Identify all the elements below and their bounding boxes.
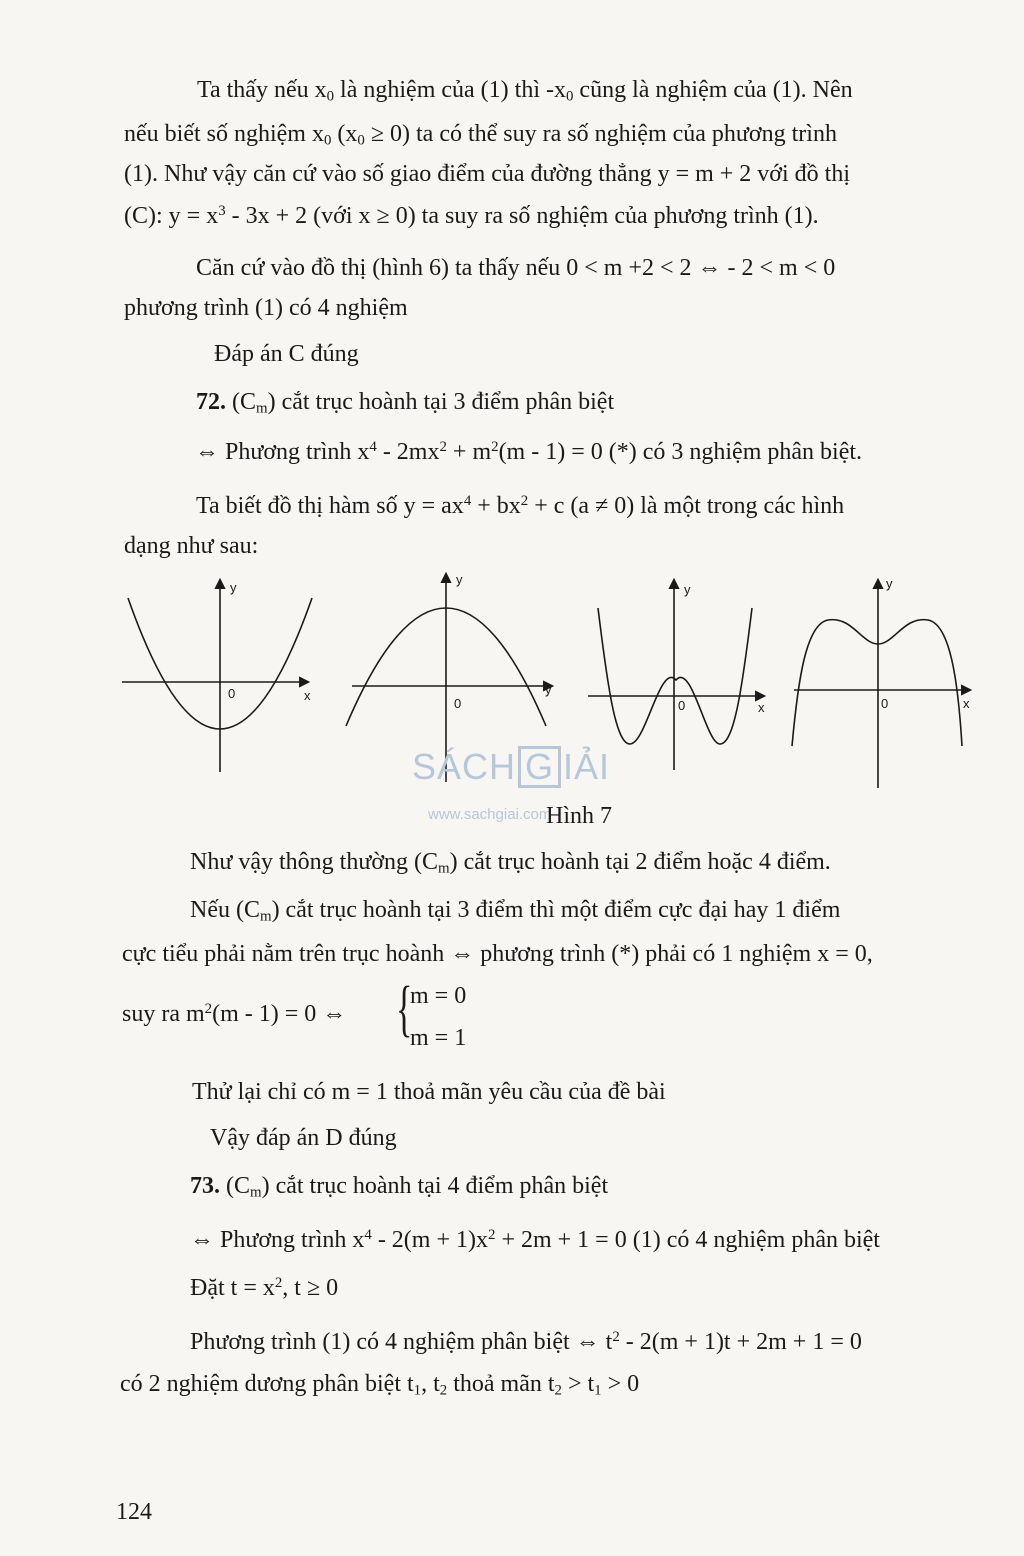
para2-line2: phương trình (1) có 4 nghiệm [124, 295, 408, 321]
q72-text-line2: dạng như sau: [124, 533, 259, 559]
graph1-y-label: y [230, 580, 237, 595]
after-fig-line5: Thử lại chỉ có m = 1 thoả mãn yêu cầu của đề bài [192, 1079, 666, 1105]
after-fig-line4: suy ra $m^2(m - 1) = 0$ ⇔ [122, 1000, 347, 1027]
para1-line3: (1). Như vậy căn cứ vào số giao điểm của đường thẳng y = m + 2 với đồ thị [124, 161, 850, 187]
graph1 [122, 580, 312, 772]
watermark-url: www.sachgiai.com [428, 806, 552, 823]
q73-equation: ⇔ Phương trình $x^4 - 2(m + 1)x^2 + 2m + 1 = 0$ (1) có 4 nghiệm phân biệt [190, 1226, 880, 1253]
graph4-x-label: x [963, 696, 970, 711]
para1-line1: Ta thấy nếu $x_0$ là nghiệm của (1) thì $-x_0$ cũng là nghiệm của (1). Nên [197, 77, 853, 105]
figure-caption: Hình 7 [546, 803, 612, 829]
system-eq2: m = 1 [410, 1025, 467, 1051]
q72-equation: ⇔ Phương trình $x^4 - 2mx^2 + m^2(m - 1) = 0$ (*) có 3 nghiệm phân biệt. [195, 438, 863, 465]
after-fig-line1: Như vậy thông thường $(C_m)$ cắt trục hoành tại 2 điểm hoặc 4 điểm. [190, 849, 831, 877]
q73-condition-line1: Phương trình (1) có 4 nghiệm phân biệt ⇔ $t^2 - 2(m + 1)t + 2m + 1 = 0$ [190, 1328, 862, 1355]
graph1-origin: 0 [228, 686, 236, 701]
after-fig-line6: Vậy đáp án D đúng [210, 1125, 397, 1151]
page-number: 124 [116, 1499, 152, 1525]
graph1-x-label: x [304, 688, 311, 703]
graph2-origin: 0 [454, 696, 462, 711]
graph3-y-label: y [684, 582, 691, 597]
answer-71: Đáp án C đúng [214, 341, 359, 367]
q72-text-line1: Ta biết đồ thị hàm số $y = ax^4 + bx^2 + c$ (a ≠ 0) là một trong các hình [196, 492, 845, 519]
graph3-origin: 0 [678, 698, 686, 713]
after-fig-line2: Nếu $(C_m)$ cắt trục hoành tại 3 điểm thì một điểm cực đại hay 1 điểm [190, 897, 841, 925]
q73-condition-line2: có 2 nghiệm dương phân biệt $t_1$, $t_2$ thoả mãn $t_2 > t_1 > 0$ [120, 1371, 640, 1399]
graph2-x-label: y [545, 682, 552, 697]
q73-heading: 73. $(C_m)$ cắt trục hoành tại 4 điểm phân biệt [190, 1173, 609, 1201]
graph3-x-label: x [758, 700, 765, 715]
graph3 [588, 580, 764, 770]
after-fig-line3: cực tiểu phải nằm trên trục hoành ⇔ phương trình (*) phải có 1 nghiệm x = 0, [122, 941, 873, 967]
graph2-y-label: y [456, 572, 463, 587]
graph4-origin: 0 [881, 696, 889, 711]
watermark-logo: SÁCH G IẢI [412, 746, 611, 787]
q72-heading: 72. $(C_m)$ cắt trục hoành tại 3 điểm phân biệt [196, 389, 615, 417]
para1-line4: (C): $y = x^3 - 3x + 2$ (với x ≥ 0) ta suy ra số nghiệm của phương trình (1). [124, 202, 819, 229]
system-eq1: m = 0 [410, 983, 467, 1009]
para1-line2: nếu biết số nghiệm $x_0$ $(x_0 \ge 0)$ ta có thể suy ra số nghiệm của phương trình [124, 121, 837, 149]
para2-line1: Căn cứ vào đồ thị (hình 6) ta thấy nếu 0 < m +2 < 2 ⇔ - 2 < m < 0 [196, 255, 836, 281]
system-brace: { [396, 975, 413, 1043]
graph4 [792, 580, 970, 788]
graph4-y-label: y [886, 576, 893, 591]
q73-substitution: Đặt $t = x^2$, t ≥ 0 [190, 1274, 339, 1301]
